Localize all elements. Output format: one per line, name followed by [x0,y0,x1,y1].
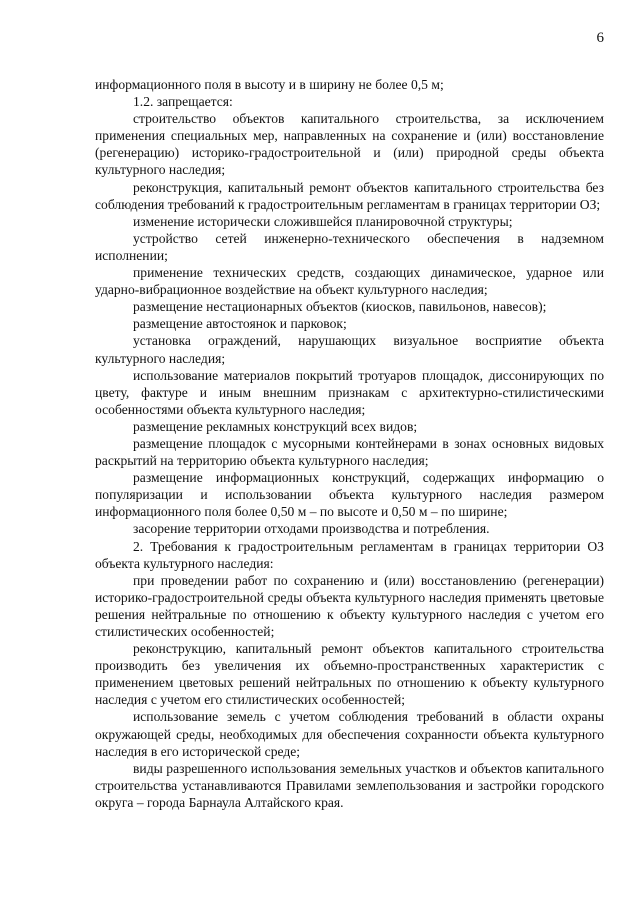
paragraph: использование материалов покрытий тротуаров площадок, диссонирующих по цвету, фактуре и иным внешним признакам с архитектурно-стилистическими особенностями объекта культурного наследия; [95,367,604,417]
paragraph: использование земель с учетом соблюдения требований в области охраны окружающей среды, необходимых для обеспечения сохранности объекта культурного наследия в его исторической среде; [95,709,604,759]
paragraph: изменение исторически сложившейся планировочной структуры; [133,213,513,229]
document-body [95,76,604,811]
paragraph: реконструкцию, капитальный ремонт объектов капитального строительства производить без увеличения их объемно-пространственных характеристик с применением цветовых решений нейтральных по отношению к объекту культурного наследия с учетом его стилистических особенностей; [95,641,604,708]
paragraph: применение технических средств, создающих динамическое, ударное или ударно-вибрационное воздействие на объект культурного наследия; [95,265,604,298]
paragraph: размещение автостоянок и парковок; [133,316,347,332]
paragraph: устройство сетей инженерно-технического обеспечения в надземном исполнении; [95,230,604,263]
paragraph: информационного поля в высоту и в ширину не более 0,5 м; [95,77,444,92]
paragraph: при проведении работ по сохранению и (или) восстановлению (регенерации) историко-градостроительной среды объекта культурного наследия применять цветовые решения нейтральные по отношению к объекту культурного наследия с учетом его стилистических особенностей; [95,572,604,639]
paragraph: размещение нестационарных объектов (киосков, павильонов, навесов); [133,299,547,315]
paragraph: размещение площадок с мусорными контейнерами в зонах основных видовых раскрытий на территорию объекта культурного наследия; [95,435,604,469]
page-number: 6 [596,30,604,46]
paragraph: реконструкция, капитальный ремонт объектов капитального строительства без соблюдения требований к градостроительным регламентам в границах территории ОЗ; [95,179,604,212]
paragraph: размещение рекламных конструкций всех видов; [133,418,418,434]
paragraph: 1.2. запрещается: [133,94,233,110]
paragraph: установка ограждений, нарушающих визуальное восприятие объекта культурного наследия; [95,333,604,366]
paragraph: 2. Требования к градостроительным регламентам в границах территории ОЗ объекта культурного наследия: [95,538,604,571]
paragraph: строительство объектов капитального строительства, за исключением применения специальных мер, направленных на сохранение и (или) восстановление (регенерацию) историко-градостроительной и (или) природной среды объекта культурного наследия; [95,111,604,178]
paragraph: размещение информационных конструкций, содержащих информацию о популяризации и использовании объекта культурного наследия размером информационного поля более 0,50 м – по высоте и 0,50 м – по ширине; [95,470,604,520]
paragraph: виды разрешенного использования земельных участков и объектов капитального строительства устанавливаются Правилами землепользования и застройки городского округа – города Барнаула Алтайского края. [95,760,604,810]
paragraph: засорение территории отходами производства и потребления. [133,521,490,537]
